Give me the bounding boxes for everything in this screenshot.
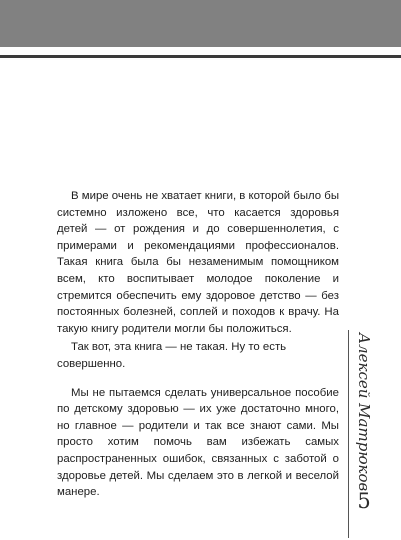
page-number: 5 [357,489,371,513]
header-rule [0,55,401,58]
paragraph-2: Так вот, эта книга — не такая. Ну то есть совершенно. [57,341,287,370]
header-band [0,0,401,47]
paragraph-1: В мире очень не хватает книги, в которой было бы системно изложено все, что касается здоровья детей — от рождения и до совершеннолетия, с примерами и рекомендациями профессионалов. Такая книга была бы незаменимым помощником всем, кто воспитывает молодое поколение и стремится обеспечить ему здоровое детство — без постоянных болезней, соплей и походов к врачу. На такую книгу родители могли бы положиться. [57,190,340,335]
margin-rule [348,330,349,538]
body-text [57,188,339,501]
paragraph-3: Мы не пытаемся сделать универсальное пособие по детскому здоровью — их уже достаточно много, но главное — родители и так все знают сами. Мы просто хотим помочь вам избежать самых распространенных ошибок, связанных с заботой о здоровье детей. Мы сделаем это в легкой и веселой манере. [57,386,339,499]
author-signature: Алексей Матрюков [355,332,373,492]
